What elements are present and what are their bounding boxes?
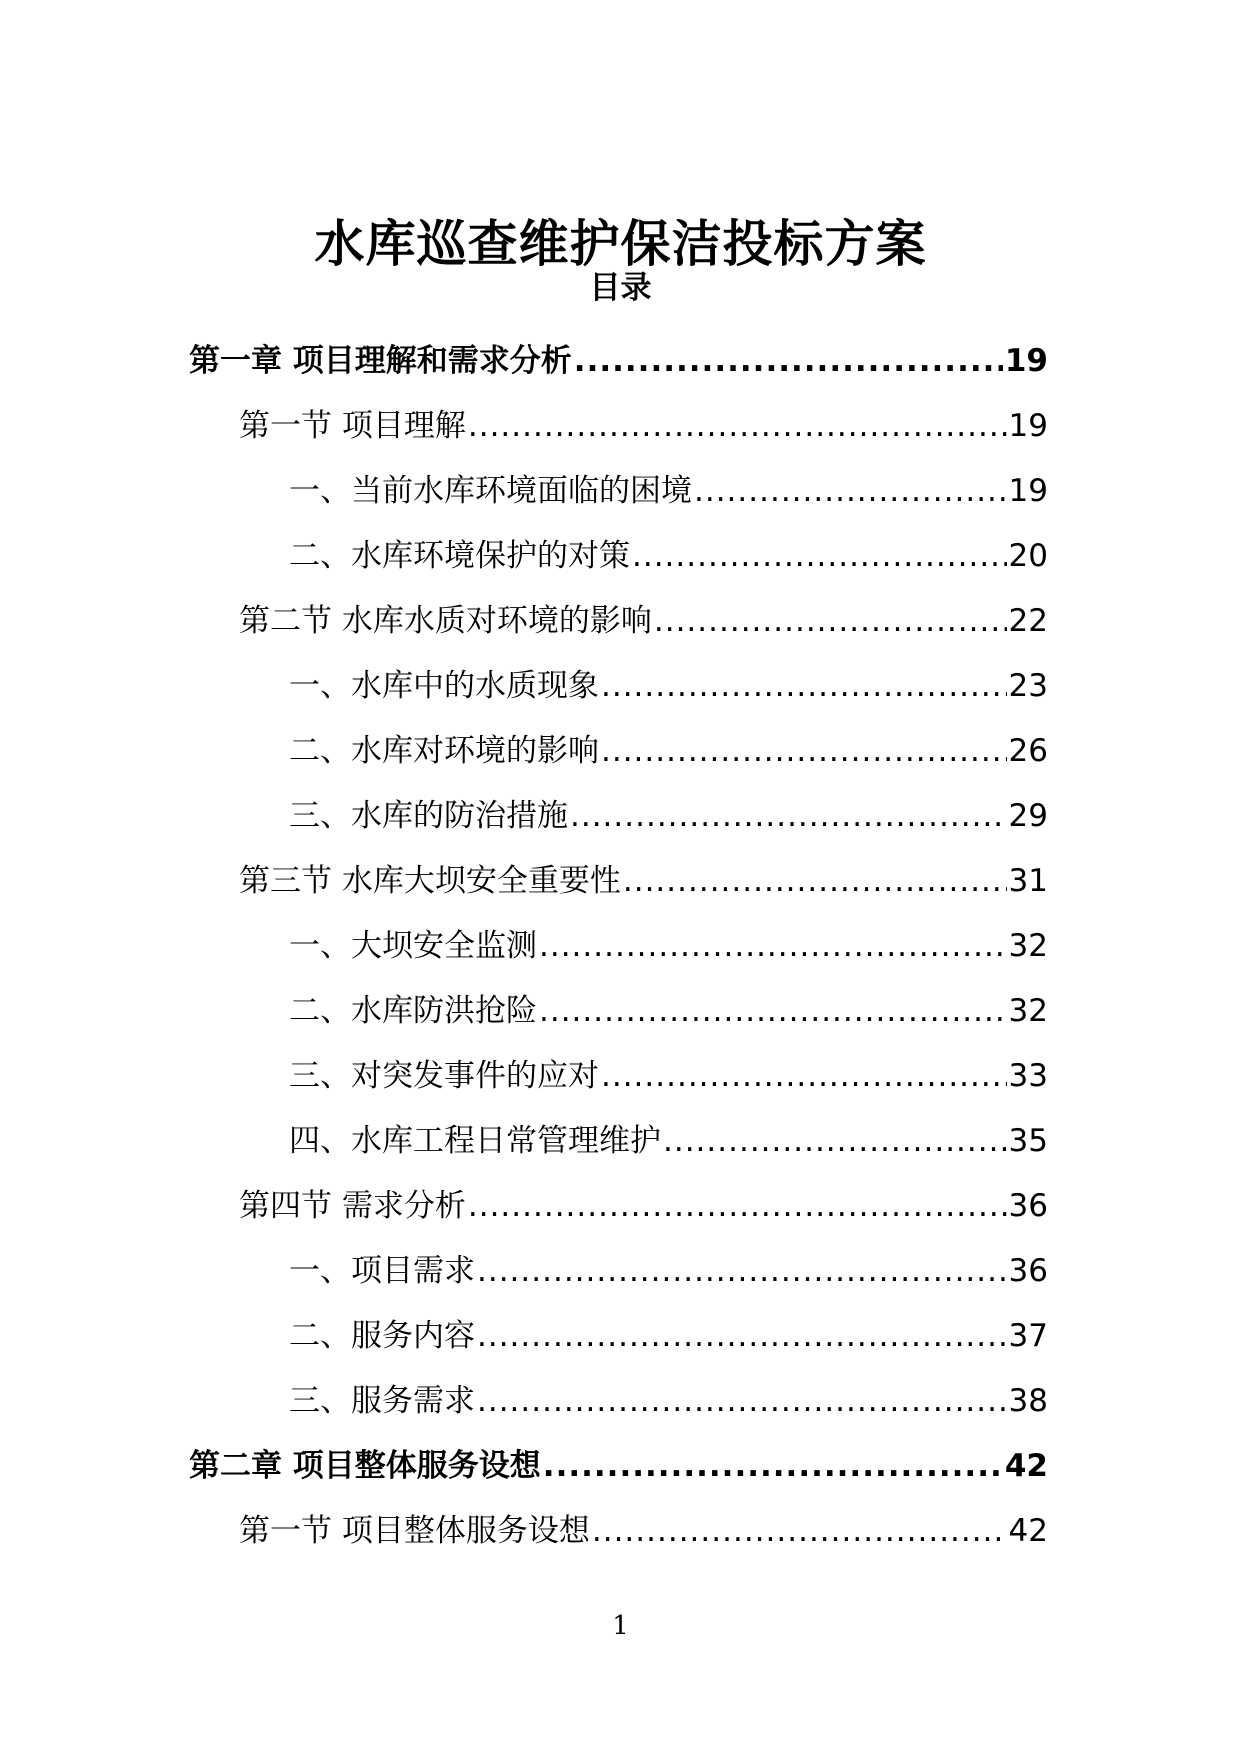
toc-page-number: 23 [1008, 667, 1048, 704]
toc-dot-leader [601, 1056, 1007, 1096]
toc-entry-title: 二、服务内容 [289, 1317, 475, 1354]
toc-entry-subsection[interactable] [289, 523, 1048, 588]
toc-page-number: 32 [1008, 992, 1048, 1029]
toc-page-number: 35 [1008, 1122, 1048, 1159]
toc-entry-section[interactable] [239, 848, 1048, 913]
toc-entry-subsection[interactable] [289, 1368, 1048, 1433]
toc-entry-chapter-1[interactable] [189, 328, 1048, 393]
toc-page-number: 36 [1008, 1187, 1048, 1224]
page-footer-number: 1 [612, 1611, 629, 1641]
toc-page-number: 36 [1008, 1252, 1048, 1289]
toc-dot-leader [468, 406, 1007, 446]
toc-entry-title: 第一章 项目理解和需求分析 [189, 342, 572, 379]
toc-entry-title: 三、对突发事件的应对 [289, 1057, 599, 1094]
toc-dot-leader [601, 666, 1007, 706]
toc-page-number: 33 [1008, 1057, 1048, 1094]
toc-entry-title: 第二章 项目整体服务设想 [189, 1447, 541, 1484]
toc-dot-leader [477, 1381, 1007, 1421]
toc-heading: 目录 [589, 270, 652, 306]
toc-entry-title: 四、水库工程日常管理维护 [289, 1122, 661, 1159]
toc-page-number: 29 [1008, 797, 1048, 834]
toc-dot-leader [574, 341, 1003, 381]
toc-page-number: 38 [1008, 1382, 1048, 1419]
toc-entry-title: 一、当前水库环境面临的困境 [289, 472, 692, 509]
toc-entry-title: 一、大坝安全监测 [289, 927, 537, 964]
toc-entry-subsection[interactable] [289, 978, 1048, 1043]
toc-dot-leader [623, 861, 1007, 901]
toc-entry-subsection[interactable] [289, 1303, 1048, 1368]
toc-entry-subsection[interactable] [289, 1238, 1048, 1303]
toc-page-number: 37 [1008, 1317, 1048, 1354]
toc-entry-title: 一、项目需求 [289, 1252, 475, 1289]
toc-dot-leader [539, 991, 1007, 1031]
toc-entry-subsection[interactable] [289, 913, 1048, 978]
toc-entry-title: 三、水库的防治措施 [289, 797, 568, 834]
toc-entry-subsection[interactable] [289, 783, 1048, 848]
toc-entry-section[interactable] [239, 1498, 1048, 1563]
toc-dot-leader [539, 926, 1007, 966]
toc-dot-leader [592, 1511, 1007, 1551]
toc-entry-title: 二、水库对环境的影响 [289, 732, 599, 769]
toc-dot-leader [468, 1186, 1007, 1226]
toc-page-number: 42 [1008, 1512, 1048, 1549]
toc-entry-title: 第四节 需求分析 [239, 1187, 466, 1224]
toc-dot-leader [654, 601, 1007, 641]
toc-page-number: 42 [1004, 1447, 1048, 1484]
toc-entry-section[interactable] [239, 588, 1048, 653]
toc-dot-leader [543, 1446, 1003, 1486]
toc-entry-title: 一、水库中的水质现象 [289, 667, 599, 704]
toc-entry-subsection[interactable] [289, 653, 1048, 718]
toc-dot-leader [694, 471, 1007, 511]
toc-page-number: 26 [1008, 732, 1048, 769]
toc-dot-leader [663, 1121, 1007, 1161]
toc-page-number: 19 [1008, 472, 1048, 509]
toc-dot-leader [632, 536, 1007, 576]
toc-entry-title: 第二节 水库水质对环境的影响 [239, 602, 652, 639]
toc-entry-title: 第一节 项目整体服务设想 [239, 1512, 590, 1549]
toc-page-number: 19 [1004, 342, 1048, 379]
toc-page-number: 32 [1008, 927, 1048, 964]
toc-page-number: 31 [1008, 862, 1048, 899]
toc-dot-leader [570, 796, 1007, 836]
toc-dot-leader [477, 1316, 1007, 1356]
toc-entry-subsection[interactable] [289, 1043, 1048, 1108]
toc-entry-subsection[interactable] [289, 718, 1048, 783]
toc-entry-chapter-2[interactable] [189, 1433, 1048, 1498]
toc-page-number: 22 [1008, 602, 1048, 639]
toc-entry-subsection[interactable] [289, 458, 1048, 523]
toc-entry-section[interactable] [239, 393, 1048, 458]
document-title: 水库巡查维护保洁投标方案 [314, 214, 927, 273]
toc-entry-title: 第三节 水库大坝安全重要性 [239, 862, 621, 899]
toc-entry-title: 二、水库防洪抢险 [289, 992, 537, 1029]
toc-dot-leader [477, 1251, 1007, 1291]
toc-entry-subsection[interactable] [289, 1108, 1048, 1173]
toc-dot-leader [601, 731, 1007, 771]
toc-entry-title: 二、水库环境保护的对策 [289, 537, 630, 574]
toc-page-number: 20 [1008, 537, 1048, 574]
toc-entry-section[interactable] [239, 1173, 1048, 1238]
toc-entry-title: 三、服务需求 [289, 1382, 475, 1419]
toc-entry-title: 第一节 项目理解 [239, 407, 466, 444]
table-of-contents [0, 328, 1241, 1563]
toc-page-number: 19 [1008, 407, 1048, 444]
